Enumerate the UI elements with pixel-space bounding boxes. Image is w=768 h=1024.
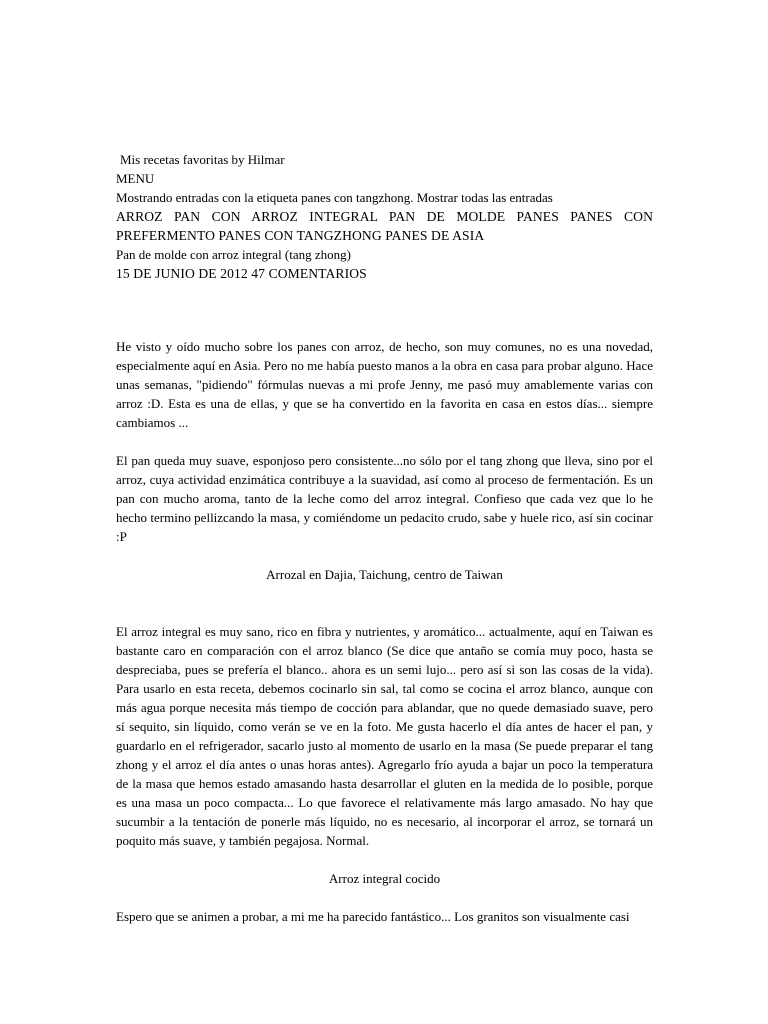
post-title: Pan de molde con arroz integral (tang zhong) bbox=[116, 247, 351, 262]
site-title[interactable]: Mis recetas favoritas by Hilmar bbox=[120, 152, 285, 167]
paragraph-4: Espero que se animen a probar, a mi me ha parecido fantástico... Los granitos son visualmente casi bbox=[116, 909, 630, 924]
paragraph-3: El arroz integral es muy sano, rico en fibra y nutrientes, y aromático... actualmente, aquí en Taiwan es bastante caro en comparación con el arroz blanco (Se dice que antaño se comía muy poco, hasta se despreciaba, pues se prefería el blanco.. ahora es un semi lujo... pero así si son las cosas de la vida). Para usarlo en esta receta, debemos cocinarlo sin sal, tal como se cocina el arroz blanco, aunque con más agua porque necesita más tiempo de cocción para ablandar, que no quede demasiado suave, pero sí sequito, sin líquido, como verán se ve en la foto. Me gusta hacerlo el día antes de hacer el pan, y guardarlo en el refrigerador, sacarlo justo al momento de usarlo en la masa (Se puede preparar el tang zhong y el arroz el día antes o unas horas antes). Agregarlo frío ayuda a bajar un poco la temperatura de la masa que hemos estado amasando hasta desarrollar el gluten en la medida de lo posible, porque es una masa un poco compacta... Lo que favorece el relativamente más largo amasado. No hay que sucumbir a la tentación de ponerle más líquido, no es necesario, al incorporar el arroz, se tornará un poquito más suave, y también pegajosa. Normal. bbox=[116, 624, 653, 848]
label-filter-text[interactable]: Mostrando entradas con la etiqueta panes con tangzhong. Mostrar todas las entradas bbox=[116, 190, 553, 205]
photo-caption-cooked-rice: Arroz integral cocido bbox=[328, 871, 441, 886]
image-placeholder bbox=[116, 283, 653, 337]
post-date-comments[interactable]: 15 DE JUNIO DE 2012 47 COMENTARIOS bbox=[116, 266, 367, 281]
tag-list[interactable]: ARROZ PAN CON ARROZ INTEGRAL PAN DE MOLDE PANES PANES CON PREFERMENTO PANES CON TANGZHONG PANES DE ASIA bbox=[116, 209, 653, 243]
menu-link[interactable]: MENU bbox=[116, 171, 155, 186]
document-page bbox=[116, 150, 653, 926]
paragraph-2: El pan queda muy suave, esponjoso pero consistente...no sólo por el tang zhong que lleva, sino por el arroz, cuya actividad enzimática contribuye a la suavidad, así como al proceso de fermentación. Es un pan con mucho aroma, tanto de la leche como del arroz integral. Confieso que cada vez que lo he hecho termino pellizcando la masa, y comiéndome un pedacito crudo, sabe y huele rico, así sin cocinar :P bbox=[116, 453, 653, 544]
photo-caption-rice-field: Arrozal en Dajia, Taichung, centro de Taiwan bbox=[266, 567, 503, 582]
paragraph-1: He visto y oído mucho sobre los panes con arroz, de hecho, son muy comunes, no es una novedad, especialmente aquí en Asia. Pero no me había puesto manos a la obra en casa para probar alguno. Hace unas semanas, "pidiendo" fórmulas nuevas a mi profe Jenny, me pasó muy amablemente varias con arroz :D. Esta es una de ellas, y que se ha convertido en la favorita en casa en estos días... siempre cambiamos ... bbox=[116, 339, 653, 430]
